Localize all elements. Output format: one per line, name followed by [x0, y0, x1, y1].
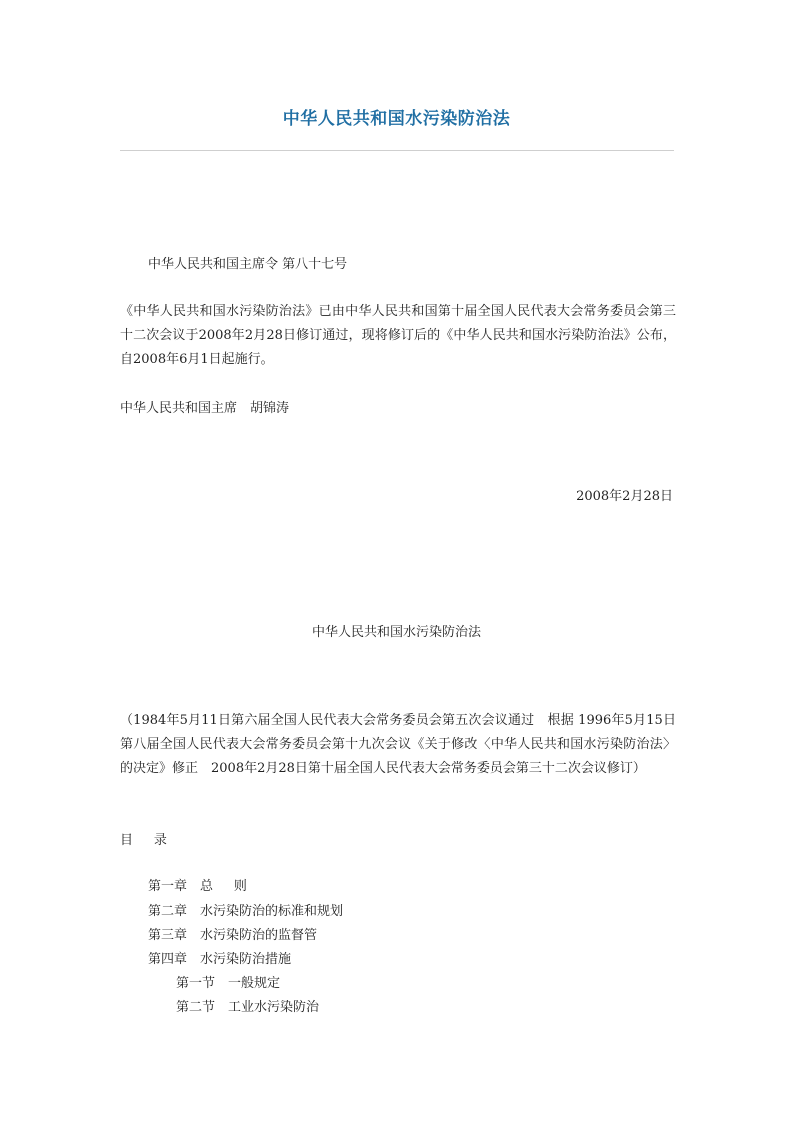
toc-label-2: 录 [153, 833, 167, 848]
signer-name: 胡锦涛 [250, 401, 290, 416]
law-title: 中华人民共和国水污染防治法 [311, 625, 481, 640]
toc-item [148, 925, 317, 947]
signer-title: 中华人民共和国主席 [120, 401, 238, 416]
toc-heading [120, 830, 167, 852]
decree-heading: 中华人民共和国主席令 第八十七号 [148, 257, 348, 272]
law-history: （1984年5月11日第六届全国人民代表大会常务委员会第五次会议通过 根据 1996年5月15日第八届全国人民代表大会常务委员会第十九次会议《关于修改〈中华人民共和国水污染防治法〉的决定》修正 2008年2月28日第十届全国人民代表大会常务委员会第三十二次会议修订） [120, 713, 676, 776]
toc-item-title: 水污染防治的标准和规划 [200, 904, 344, 919]
decree-signature [120, 398, 289, 420]
toc-item-title-2: 则 [233, 879, 247, 894]
toc-item-number: 第三章 [148, 928, 188, 943]
toc-item-title-1: 总 [200, 879, 214, 894]
toc-item [148, 876, 247, 898]
toc-section-title: 工业水污染防治 [228, 1000, 320, 1015]
toc-section-number: 第一节 [176, 976, 216, 991]
toc-section [176, 973, 280, 995]
toc-section-number: 第二节 [176, 1000, 216, 1015]
toc-item-number: 第一章 [148, 879, 188, 894]
toc-label-1: 目 [120, 833, 134, 848]
decree-body: 《中华人民共和国水污染防治法》已由中华人民共和国第十届全国人民代表大会常务委员会第三十二次会议于2008年2月28日修订通过，现将修订后的《中华人民共和国水污染防治法》公布，自2008年6月1日起施行。 [120, 304, 676, 367]
toc-item-number: 第四章 [148, 952, 188, 967]
toc-item-title: 水污染防治措施 [200, 952, 292, 967]
title-divider [120, 150, 674, 151]
page-title: 中华人民共和国水污染防治法 [282, 109, 511, 129]
toc-item-title: 水污染防治的监督管 [200, 928, 318, 943]
toc-item [148, 901, 343, 923]
toc-section-title: 一般规定 [228, 976, 281, 991]
toc-item-number: 第二章 [148, 904, 188, 919]
toc-item [148, 949, 291, 971]
decree-date: 2008年2月28日 [576, 489, 673, 504]
toc-section [176, 997, 319, 1019]
